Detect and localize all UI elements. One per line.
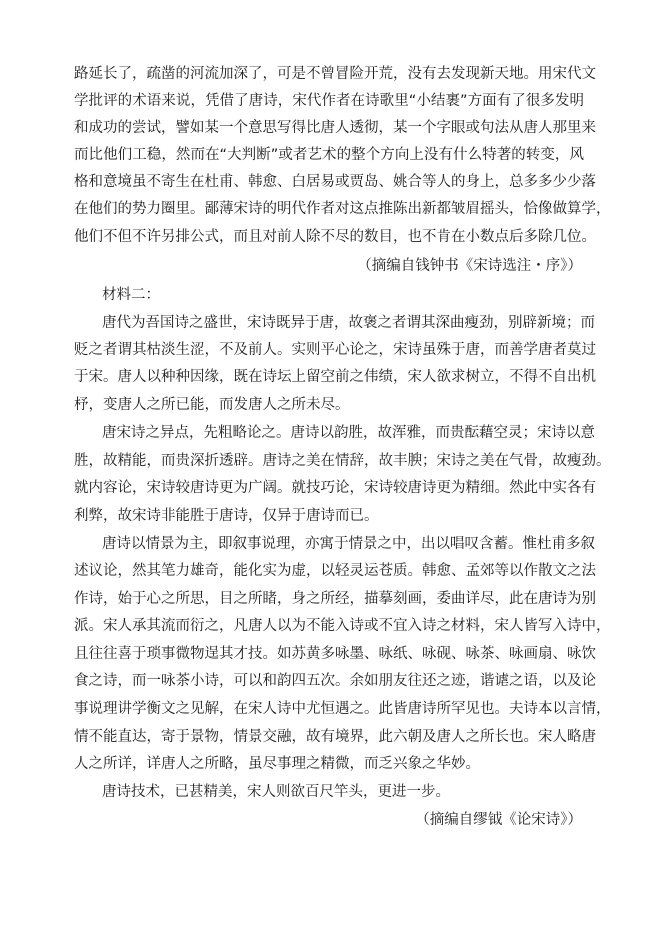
- text-line: 和成功的尝试，譬如某一个意思写得比唐人透彻，某一个字眼或句法从唐人那里来: [74, 120, 596, 136]
- text-line: 路延长了，疏凿的河流加深了，可是不曾冒险开荒，没有去发现新天地。用宋代文: [74, 66, 596, 82]
- text-line: 唐诗技术，已甚精美，宋人则欲百尺竿头，更进一步。: [102, 784, 450, 800]
- text-line: 人之所详，详唐人之所略，虽尽事理之精微，而乏兴象之华妙。: [74, 756, 480, 772]
- text-line: 述议论，然其笔力雄奇，能化实为虚，以轻灵运苍质。韩愈、孟郊等以作散文之法: [74, 563, 596, 579]
- text-line: 学批评的术语来说，凭借了唐诗，宋代作者在诗歌里“小结裹”方面有了很多发明: [74, 93, 584, 109]
- text-line: 事说理讲学衡文之见解，在宋人诗中尤恒遇之。此皆唐诗所罕见也。夫诗本以言情，: [74, 701, 611, 717]
- text-line: 情不能直达，寄于景物，情景交融，故有境界，此六朝及唐人之所长也。宋人略唐: [74, 729, 596, 745]
- source-citation: （摘编自缪钺《论宋诗》）: [415, 812, 582, 828]
- text-line: 在他们的势力圈里。鄙薄宋诗的明代作者对这点推陈出新都皱眉摇头，恰像做算学，: [74, 201, 611, 217]
- text-line: 杼，变唐人之所已能，而发唐人之所未尽。: [74, 397, 350, 413]
- text-line: 贬之者谓其枯淡生涩，不及前人。实则平心论之，宋诗虽殊于唐，而善学唐者莫过: [74, 342, 596, 358]
- text-line: 唐诗以情景为主，即叙事说理，亦寓于情景之中，出以唱叹含蓄。惟杜甫多叙: [102, 536, 595, 552]
- text-line: 利弊，故宋诗非能胜于唐诗，仅异于唐诗而已。: [74, 508, 379, 524]
- text-line: 而比他们工稳，然而在“大判断”或者艺术的整个方向上没有什么特著的转变，风: [74, 147, 584, 163]
- text-line: 食之诗，而一咏茶小诗，可以和韵四五次。余如朋友往还之迹，谐谑之语，以及论: [74, 673, 596, 689]
- text-line: 于宋。唐人以种种因缘，既在诗坛上留空前之伟绩，宋人欲求树立，不得不自出机: [74, 369, 596, 385]
- text-line: 唐宋诗之异点，先粗略论之。唐诗以韵胜，故浑雅，而贵酝藉空灵；宋诗以意: [102, 425, 595, 441]
- text-line: 胜，故精能，而贵深折透辟。唐诗之美在情辞，故丰腴；宋诗之美在气骨，故瘦劲。: [74, 453, 611, 469]
- text-line: 且往往喜于琐事微物逞其才技。如苏黄多咏墨、咏纸、咏砚、咏茶、咏画扇、咏饮: [74, 646, 596, 662]
- text-line: 格和意境虽不寄生在杜甫、韩愈、白居易或贾岛、姚合等人的身上，总多多少少落: [74, 174, 596, 190]
- section-heading: 材料二：: [102, 287, 160, 303]
- text-line: 派。宋人承其流而衍之，凡唐人以为不能入诗或不宜入诗之材料，宋人皆写入诗中，: [74, 618, 611, 634]
- text-line: 唐代为吾国诗之盛世，宋诗既异于唐，故褒之者谓其深曲瘦劲，别辟新境；而: [102, 315, 595, 331]
- text-line: 他们不但不许另排公式，而且对前人除不尽的数目，也不肯在小数点后多除几位。: [74, 229, 596, 245]
- text-line: 作诗，始于心之所思，目之所睹，身之所经，描摹刻画，委曲详尽，此在唐诗为别: [74, 591, 596, 607]
- text-line: 就内容论，宋诗较唐诗更为广阔。就技巧论，宋诗较唐诗更为精细。然此中实各有: [74, 480, 596, 496]
- source-citation: （摘编自钱钟书《宋诗选注・序》）: [357, 258, 582, 274]
